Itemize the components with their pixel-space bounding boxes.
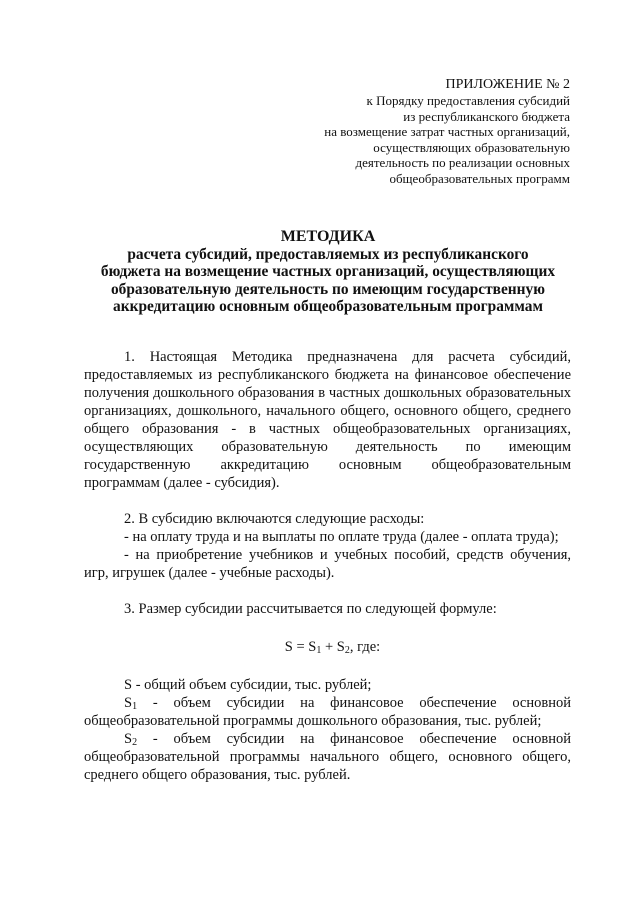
definition-s1 <box>84 694 571 730</box>
formula <box>84 638 571 656</box>
definition-s2 <box>84 730 571 784</box>
heading-line: аккредитацию основным общеобразовательным программам <box>113 298 543 315</box>
appendix-line: осуществляющих образовательную <box>373 139 570 155</box>
formula-sub-2: 2 <box>344 645 350 656</box>
appendix-line: на возмещение затрат частных организаций, <box>324 124 570 140</box>
appendix-line: деятельность по реализации основных <box>355 155 570 171</box>
formula-plus: + S <box>321 639 345 655</box>
paragraph-3: 3. Размер субсидии рассчитывается по следующей формуле: <box>124 601 497 617</box>
document-title: МЕТОДИКА <box>280 228 376 245</box>
formula-tail: , где: <box>349 639 381 655</box>
heading-line: бюджета на возмещение частных организаций, осуществляющих <box>100 263 556 280</box>
heading-line: расчета субсидий, предоставляемых из республиканского <box>127 245 529 263</box>
document-body <box>84 348 571 784</box>
paragraph-2-item-educational: - на приобретение учебников и учебных пособий, средств обучения, игр, игрушек (далее - учебные расходы). <box>84 547 571 581</box>
paragraph-2: 2. В субсидию включаются следующие расходы: <box>124 511 425 527</box>
formula-lhs: S = S <box>284 639 317 655</box>
definition-s1-symbol: S <box>124 695 133 711</box>
appendix-line: общеобразовательных программ <box>389 170 570 186</box>
definition-s2-subscript: 2 <box>132 737 138 748</box>
definition-s2-symbol: S <box>124 731 133 747</box>
document-heading <box>60 228 596 316</box>
paragraph-1: 1. Настоящая Методика предназначена для расчета субсидий, предоставляемых из республиканского бюджета на финансовое обеспечение получения дошкольного образования в частных дошкольных образовательных организациях, дошкольного, начального общего, основного общего, среднего общего образования - в частных общеобразовательных организациях, осуществляющих образовательную деятельность по имеющим государственную аккредитацию основным общеобразовательным программам (далее - субсидия). <box>84 349 571 491</box>
appendix-line: из республиканского бюджета <box>403 108 570 124</box>
definition-s2-text: - объем субсидии на финансовое обеспечение основной общеобразовательной программы начального общего, основного общего, среднего общего образования, тыс. рублей. <box>84 731 571 783</box>
appendix-title: ПРИЛОЖЕНИЕ № 2 <box>445 77 570 92</box>
definition-s1-subscript: 1 <box>132 701 138 712</box>
definition-s1-text: - объем субсидии на финансовое обеспечение основной общеобразовательной программы дошкольного образования, тыс. рублей; <box>84 695 571 729</box>
appendix-line: к Порядку предоставления субсидий <box>366 93 570 108</box>
definition-s: S - общий объем субсидии, тыс. рублей; <box>124 677 372 693</box>
appendix-block <box>324 76 570 187</box>
heading-line: образовательную деятельность по имеющим государственную <box>110 280 545 298</box>
formula-sub-1: 1 <box>316 645 322 656</box>
paragraph-2-item-labor: - на оплату труда и на выплаты по оплате труда (далее - оплата труда); <box>124 529 559 545</box>
